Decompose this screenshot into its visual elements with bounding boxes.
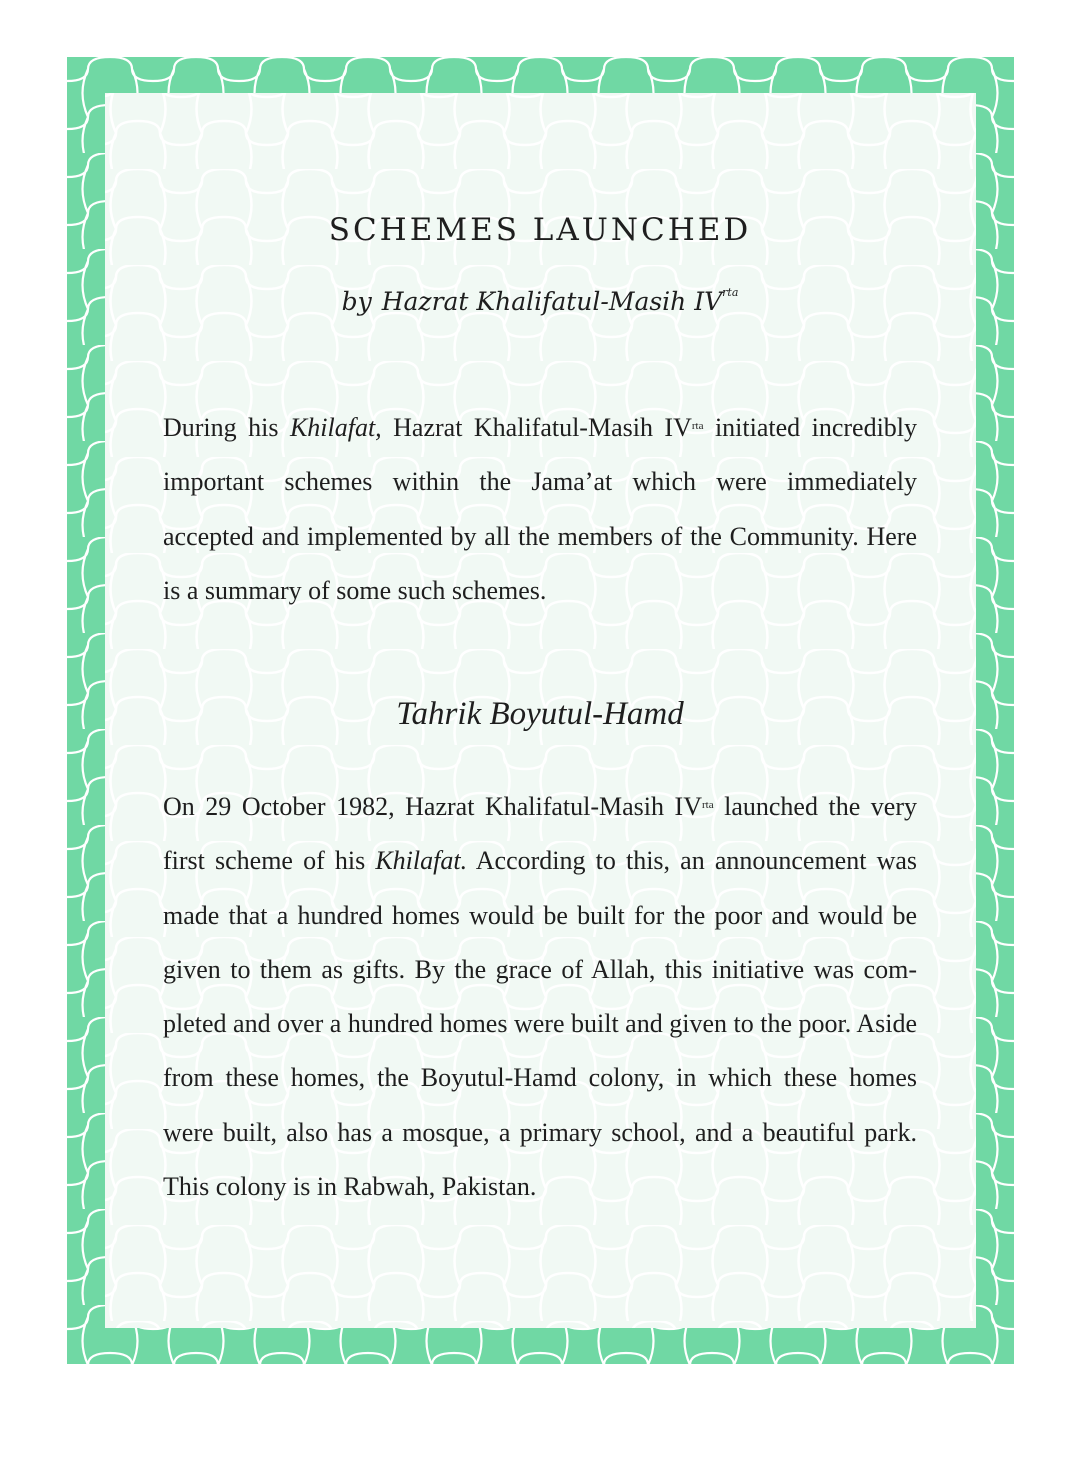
section-paragraph: [163, 780, 917, 1214]
intro-text-2: Hazrat Khalifatul-Masih IV: [393, 413, 692, 442]
byline-prefix: by: [341, 287, 372, 316]
intro-paragraph: [163, 401, 917, 618]
section-text-3: According to this, an announcement was made that a hundred homes would be built for the poor and would be given to them as gifts. By the grace of Allah, this initiative was completed and over a hundred homes were built and given to the poor. Aside from these homes, the Boyutul-Hamd colony, in which these homes were built, also has a mosque, a primary school, and a beautiful park. This colony is in Rabwah, Pakistan.: [163, 846, 917, 1202]
intro-text-1: During his: [163, 413, 279, 442]
section-heading: Tahrik Boyutul-Hamd: [396, 696, 684, 732]
content-panel: [105, 93, 976, 1328]
section-text-2: launched the very first scheme of his: [163, 792, 917, 876]
section-honorific: rta: [701, 799, 714, 811]
page-title: SCHEMES LAUNCHED: [328, 212, 752, 248]
byline: [163, 286, 917, 316]
byline-name: Hazrat Khalifatul-Masih IV: [381, 287, 723, 316]
byline-honorific: rta: [722, 286, 739, 299]
decorative-border-frame: [67, 57, 1014, 1364]
section-text-1: On 29 October 1982, Hazrat Khalifatul-Masih IV: [163, 792, 702, 821]
intro-khilafat: Khilafat,: [289, 413, 382, 442]
intro-text-3: initiated incredibly important schemes within the Jama’at which were immediately accepted and implemented by all the members of the Community. Here is a summary of some such schemes.: [163, 413, 918, 605]
section-khilafat: Khilafat.: [375, 846, 468, 876]
intro-honorific: rta: [691, 420, 704, 432]
